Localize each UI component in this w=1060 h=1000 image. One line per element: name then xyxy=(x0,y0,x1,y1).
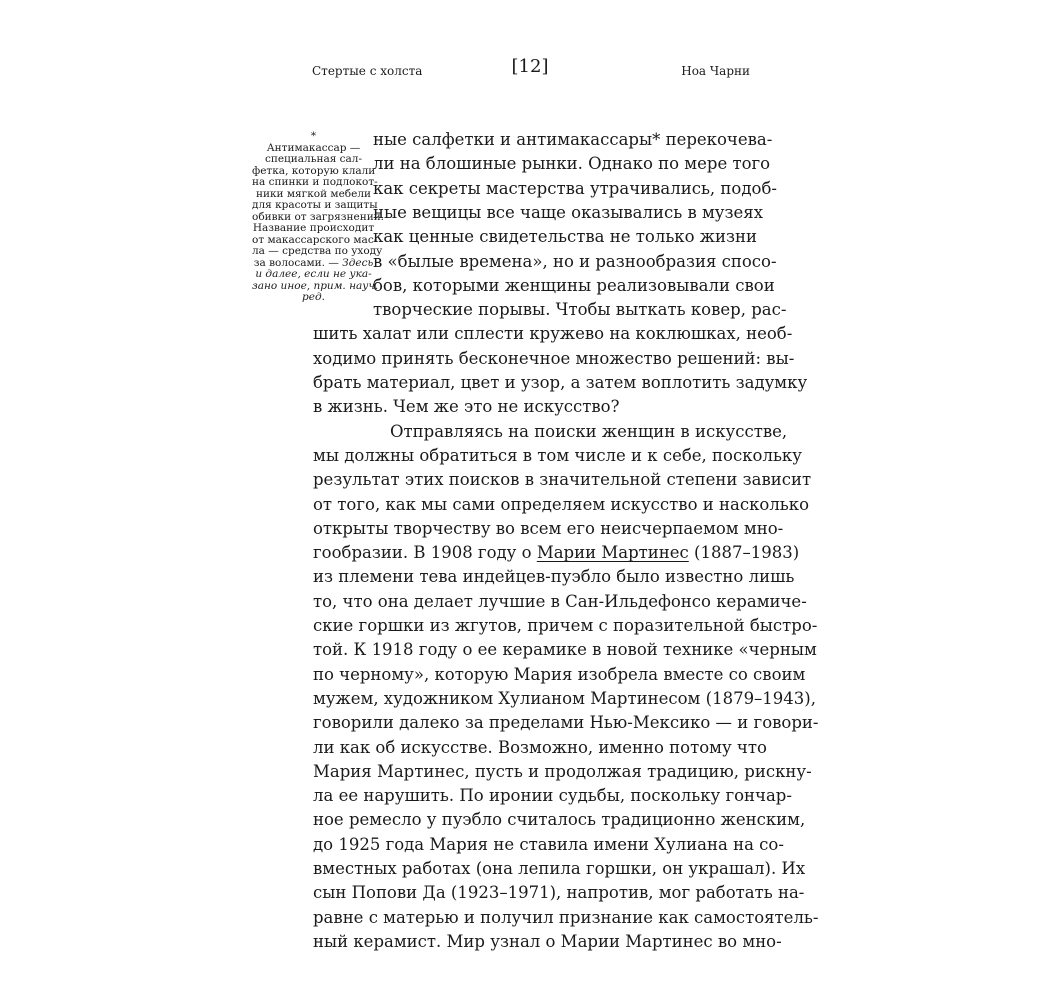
footnote-line: и далее, если не ука- xyxy=(255,268,372,280)
body-line: творческие порывы. Чтобы выткать ковер, рас- xyxy=(373,300,787,320)
body-line: той. К 1918 году о ее керамике в новой технике «черным xyxy=(313,640,817,660)
footnote-marker: * xyxy=(310,130,317,142)
footnote-text: за волосами. — xyxy=(253,256,339,269)
body-line: бов, которыми женщины реализовывали свои xyxy=(373,275,775,295)
body-line: Отправляясь на поиски женщин в искусстве, xyxy=(390,421,788,441)
body-line: ходимо принять бесконечное множество решений: вы- xyxy=(313,348,795,368)
body-line: сын Попови Да (1923–1971), напротив, мог работать на- xyxy=(313,883,805,903)
body-line: как ценные свидетельства не только жизни xyxy=(373,227,757,247)
body-line: как секреты мастерства утрачивались, подоб- xyxy=(373,178,777,198)
footnote-line: от макассарского мас- xyxy=(252,233,378,246)
footnote-line: ред. xyxy=(302,291,325,303)
body-line: от того, как мы сами определяем искусство и насколько xyxy=(313,494,810,514)
footnote-italic-text: Здесь xyxy=(342,256,374,269)
body-text-segment: (1887–1983) xyxy=(688,543,800,563)
body-line: из племени тева индейцев-пуэбло было известно лишь xyxy=(313,567,795,587)
body-line: шить халат или сплести кружево на коклюшках, необ- xyxy=(313,324,793,344)
page-number: [12] xyxy=(511,56,549,77)
body-line: мы должны обратиться в том числе и к себе, поскольку xyxy=(313,445,802,465)
footnote-line: специальная сал- xyxy=(264,153,363,165)
footnote-line: ники мягкой мебели xyxy=(256,187,371,200)
footnote-line: ла — средства по уходу xyxy=(252,245,383,257)
footnote-line: на спинки и подлокот- xyxy=(252,176,378,188)
body-line: ный керамист. Мир узнал о Марии Мартинес во мно- xyxy=(313,931,782,951)
body-line: то, что она делает лучшие в Сан-Ильдефонсо керамиче- xyxy=(313,591,807,611)
footnote-line: зано иное, прим. науч. xyxy=(252,279,379,292)
body-line: открыты творчеству во всем его неисчерпаемом мно- xyxy=(313,518,784,538)
body-line: до 1925 года Мария не ставила имени Хулиана на со- xyxy=(313,834,784,854)
body-line xyxy=(313,541,800,565)
footnote-line: фетка, которую клали xyxy=(252,164,376,177)
body-line: ли на блошиные рынки. Однако по мере того xyxy=(373,154,771,174)
running-header-author: Ноа Чарни xyxy=(681,64,750,78)
body-line: говорили далеко за пределами Нью-Мексико — и говори- xyxy=(313,713,819,733)
body-line: в «былые времена», но и разнообразия спосо- xyxy=(373,251,777,271)
body-line: Мария Мартинес, пусть и продолжая традицию, рискну- xyxy=(313,761,812,781)
running-header-title: Стертые с холста xyxy=(312,64,423,78)
footnote-line: для красоты и защиты xyxy=(252,199,378,211)
body-line: ские горшки из жгутов, причем с поразительной быстро- xyxy=(313,616,818,635)
footnote xyxy=(252,130,385,304)
body-line: мужем, художником Хулианом Мартинесом (1879–1943), xyxy=(313,688,816,708)
body-line: в жизнь. Чем же это не искусство? xyxy=(313,397,620,417)
body-line: по черному», которую Мария изобрела вместе со своим xyxy=(313,664,806,684)
body-line: вместных работах (она лепила горшки, он украшал). Их xyxy=(313,859,806,878)
body-line: ные вещицы все чаще оказывались в музеях xyxy=(373,202,763,222)
footnote-line: обивки от загрязнений. xyxy=(252,210,385,223)
footnote-line: Название происходит xyxy=(252,222,375,234)
maria-martinez-link[interactable]: Марии Мартинес xyxy=(536,543,689,563)
body-line: ные салфетки и антимакассары* перекочева- xyxy=(373,130,773,149)
body-line: ла ее нарушить. По иронии судьбы, поскольку гончар- xyxy=(313,786,792,806)
body-line: ное ремесло у пуэбло считалось традиционно женским, xyxy=(313,810,806,830)
body-line: равне с матерью и получил признание как самостоятель- xyxy=(313,907,819,927)
footnote-line: Антимакассар — xyxy=(266,141,361,154)
body-line: ли как об искусстве. Возможно, именно потому что xyxy=(313,737,767,757)
body-line: результат этих поисков в значительной степени зависит xyxy=(313,470,812,490)
body-line: брать материал, цвет и узор, а затем воплотить задумку xyxy=(313,373,808,392)
body-text-segment: гообразии. В 1908 году о xyxy=(313,543,537,563)
